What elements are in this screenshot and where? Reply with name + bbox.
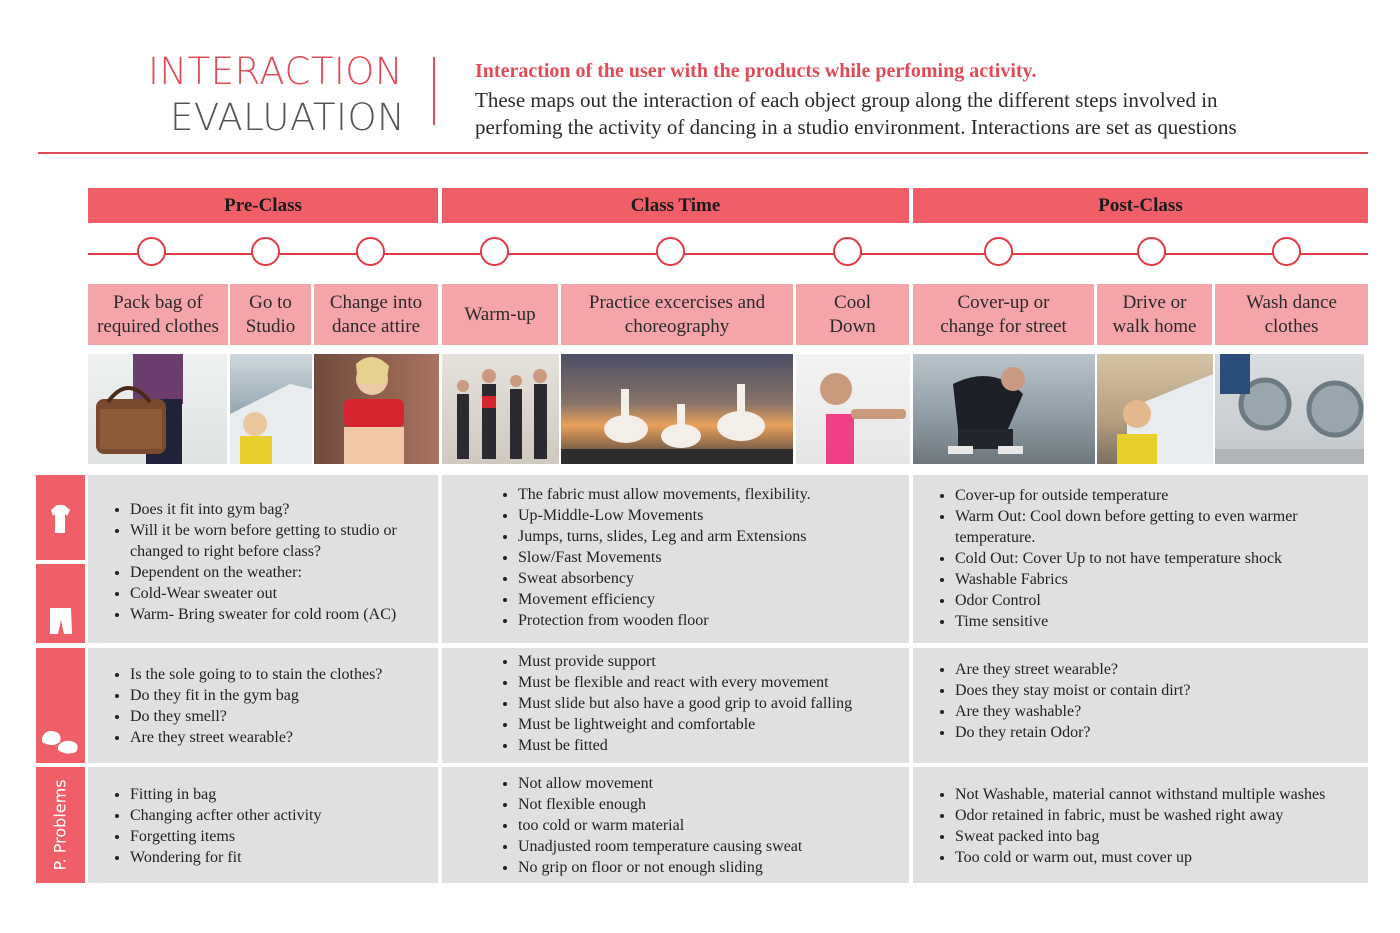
cell-problems-post xyxy=(913,767,1368,883)
list-item: • Cold-Wear sweater out xyxy=(130,583,438,604)
photo-wash xyxy=(1215,354,1364,464)
step-pack-bag xyxy=(88,284,228,345)
list-item: • Must be fitted xyxy=(518,735,909,756)
phase-pre-class: Pre-Class xyxy=(88,188,438,223)
list-item: • Up-Middle-Low Movements xyxy=(518,505,909,526)
cell-shoes-post xyxy=(913,648,1368,763)
timeline-node xyxy=(251,237,280,266)
step-label: walk home xyxy=(1112,315,1197,337)
photo-change-attire-art xyxy=(314,354,439,464)
photo-pack-bag xyxy=(88,354,227,464)
step-label: Studio xyxy=(245,315,296,337)
photo-practice xyxy=(561,354,793,464)
description xyxy=(475,87,1375,141)
timeline-node xyxy=(984,237,1013,266)
step-label: Drive or xyxy=(1122,291,1187,313)
step-label: clothes xyxy=(1264,315,1319,337)
header-rule xyxy=(38,152,1368,154)
step-label: Pack bag of xyxy=(113,291,203,313)
tshirt-icon xyxy=(36,475,85,560)
timeline-node xyxy=(356,237,385,266)
list-item: • Movement efficiency xyxy=(518,589,909,610)
shorts-icon xyxy=(36,564,85,643)
step-label: required clothes xyxy=(97,315,219,337)
list-item: • Will it be worn before getting to studio or xyxy=(130,520,438,541)
photo-car xyxy=(230,354,312,464)
phase-post-class: Post-Class xyxy=(913,188,1368,223)
list-item: • Odor Control xyxy=(955,590,1368,611)
list-item: • Are they washable? xyxy=(955,701,1368,722)
cell-shoes-class xyxy=(442,648,909,763)
step-label: Wash dance xyxy=(1246,291,1337,313)
subtitle: Interaction of the user with the products while perfoming activity. xyxy=(475,60,1037,82)
list-item-continuation: temperature. xyxy=(955,529,1036,546)
timeline-node xyxy=(1272,237,1301,266)
list-item: • Not allow movement xyxy=(518,773,909,794)
step-label: Practice excercises and xyxy=(588,291,766,313)
step-drive-home xyxy=(1097,284,1212,345)
list-item: • Cold Out: Cover Up to not have temperature shock xyxy=(955,548,1368,569)
list-item: • Too cold or warm out, must cover up xyxy=(955,847,1368,868)
list-item: • Fitting in bag xyxy=(130,784,438,805)
title-line-1: INTERACTION xyxy=(148,50,404,93)
step-go-to-studio xyxy=(230,284,311,345)
step-label: Warm-up xyxy=(464,303,536,325)
list-item: • Sweat packed into bag xyxy=(955,826,1368,847)
timeline-node xyxy=(1137,237,1166,266)
list-item: • too cold or warm material xyxy=(518,815,909,836)
photo-cool-down xyxy=(796,354,910,464)
step-label: change for street xyxy=(940,315,1067,337)
photo-warm-up xyxy=(442,354,559,464)
list-item-continuation: changed to right before class? xyxy=(130,543,322,560)
list-item: • Warm- Bring sweater for cold room (AC) xyxy=(130,604,438,625)
list-item: • Not Washable, material cannot withstand multiple washes xyxy=(955,784,1368,805)
photo-drive-home xyxy=(1097,354,1213,464)
step-change-attire xyxy=(314,284,438,345)
list-item: • Warm Out: Cool down before getting to even warmer xyxy=(955,506,1368,527)
timeline-node xyxy=(137,237,166,266)
list-item: • Unadjusted room temperature causing sweat xyxy=(518,836,909,857)
photo-change-attire xyxy=(314,354,439,464)
step-label: Go to xyxy=(249,291,292,313)
step-practice xyxy=(561,284,793,345)
row-icon-clothing-top xyxy=(36,475,85,560)
list-item: • Protection from wooden floor xyxy=(518,610,909,631)
photo-wash-art xyxy=(1215,354,1364,464)
photo-drive-home-art xyxy=(1097,354,1213,464)
list-item: • No grip on floor or not enough sliding xyxy=(518,857,909,878)
row-icon-shoes xyxy=(36,648,85,763)
phase-class-time: Class Time xyxy=(442,188,909,223)
step-cover-up xyxy=(913,284,1094,345)
list-item: • Do they fit in the gym bag xyxy=(130,685,438,706)
photo-cover-up-art xyxy=(913,354,1095,464)
step-label: choreography xyxy=(624,315,730,337)
title-line-2: EVALUATION xyxy=(170,96,406,139)
list-item: • Jumps, turns, slides, Leg and arm Extensions xyxy=(518,526,909,547)
photo-cover-up xyxy=(913,354,1095,464)
step-label: Down xyxy=(829,315,876,337)
ballet-shoes-icon xyxy=(36,648,85,763)
cell-shoes-pre xyxy=(88,648,438,763)
list-item: • Odor retained in fabric, must be washed right away xyxy=(955,805,1368,826)
list-item: • Not flexible enough xyxy=(518,794,909,815)
list-item: • Dependent on the weather: xyxy=(130,562,438,583)
step-cool-down xyxy=(796,284,909,345)
list-item: • Are they street wearable? xyxy=(130,727,438,748)
title-divider xyxy=(433,57,435,125)
step-label: Cover-up or xyxy=(957,291,1050,313)
photo-car-art xyxy=(230,354,312,464)
list-item: • Must be flexible and react with every movement xyxy=(518,672,909,693)
list-item: • The fabric must allow movements, flexibility. xyxy=(518,484,909,505)
step-label: Cool xyxy=(834,291,871,313)
photo-cool-down-art xyxy=(796,354,910,464)
list-item: • Must slide but also have a good grip to avoid falling xyxy=(518,693,909,714)
cell-clothing-pre xyxy=(88,475,438,643)
list-item: • Is the sole going to to stain the clothes? xyxy=(130,664,438,685)
timeline-node xyxy=(656,237,685,266)
row-label-problems xyxy=(36,767,85,883)
row-icon-clothing-bottom xyxy=(36,564,85,643)
photo-practice-art xyxy=(561,354,793,464)
list-item: • Does it fit into gym bag? xyxy=(130,499,438,520)
photo-warm-up-art xyxy=(442,354,559,464)
cell-problems-class xyxy=(442,767,909,883)
list-item: • Must be lightweight and comfortable xyxy=(518,714,909,735)
cell-clothing-post xyxy=(913,475,1368,643)
step-label: dance attire xyxy=(331,315,421,337)
list-item: • Sweat absorbency xyxy=(518,568,909,589)
photo-pack-bag-art xyxy=(88,354,227,464)
list-item: • Forgetting items xyxy=(130,826,438,847)
list-item: • Slow/Fast Movements xyxy=(518,547,909,568)
cell-clothing-class xyxy=(442,475,909,643)
problems-label: P. Problems xyxy=(50,779,70,871)
timeline-node xyxy=(833,237,862,266)
list-item: • Does they stay moist or contain dirt? xyxy=(955,680,1368,701)
list-item: • Cover-up for outside temperature xyxy=(955,485,1368,506)
list-item: • Changing acfter other activity xyxy=(130,805,438,826)
step-wash-clothes xyxy=(1215,284,1368,345)
timeline-line xyxy=(88,253,1368,255)
description-line-1: These maps out the interaction of each object group along the different steps involved in xyxy=(475,88,1218,112)
list-item: • Are they street wearable? xyxy=(955,659,1368,680)
cell-problems-pre xyxy=(88,767,438,883)
step-label: Change into xyxy=(329,291,423,313)
step-warm-up xyxy=(442,284,558,345)
list-item: • Must provide support xyxy=(518,651,909,672)
description-line-2: perfoming the activity of dancing in a studio environment. Interactions are set as questions xyxy=(475,115,1237,139)
timeline-node xyxy=(480,237,509,266)
list-item: • Do they retain Odor? xyxy=(955,722,1368,743)
list-item: • Do they smell? xyxy=(130,706,438,727)
list-item: • Washable Fabrics xyxy=(955,569,1368,590)
list-item: • Wondering for fit xyxy=(130,847,438,868)
list-item: • Time sensitive xyxy=(955,611,1368,632)
